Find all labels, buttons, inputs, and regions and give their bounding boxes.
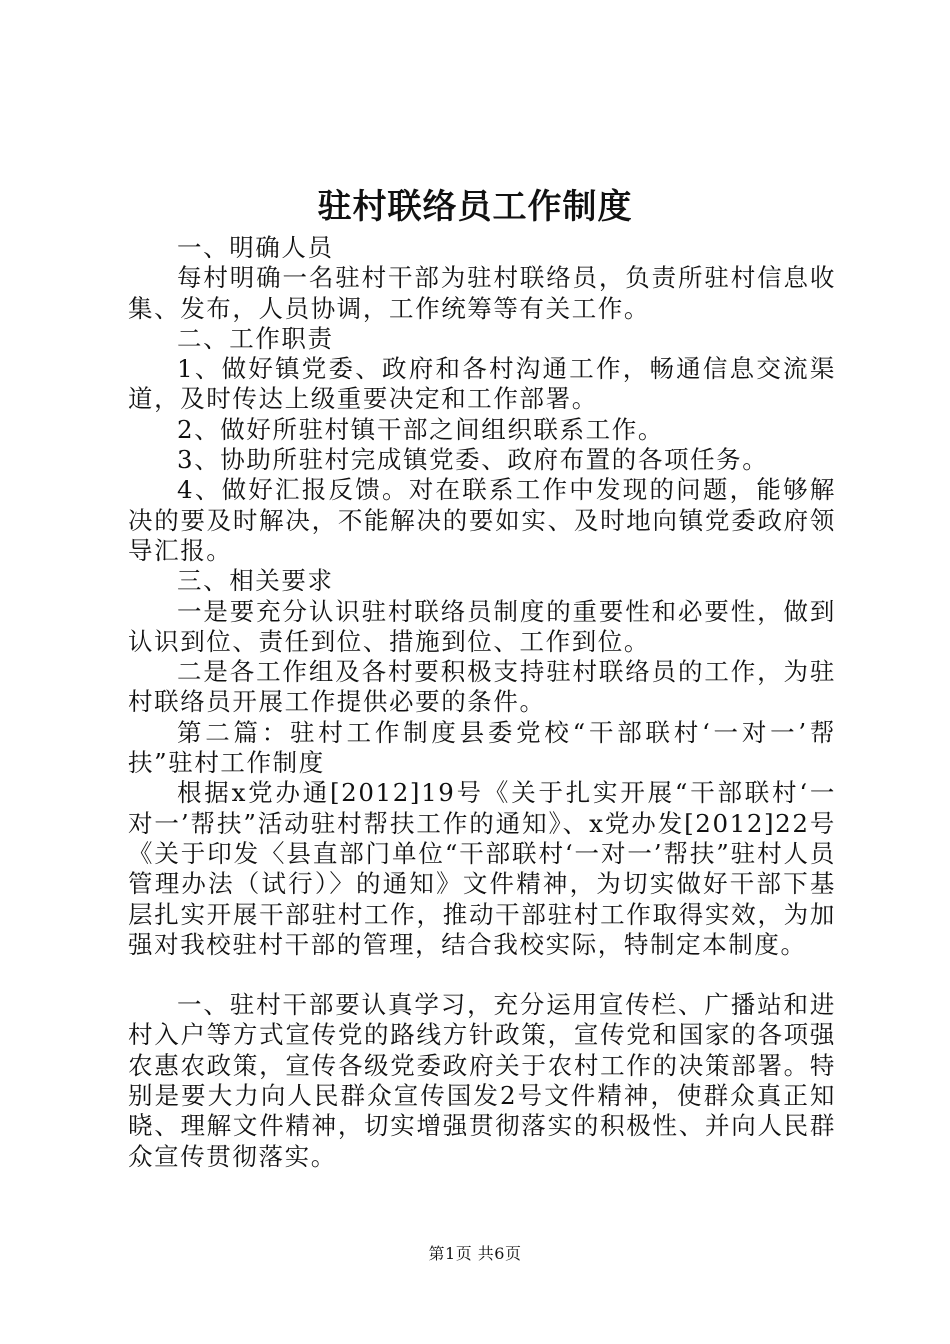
section-heading: 二、工作职责: [177, 323, 334, 353]
body-paragraph: 根据x党办通[2012]19号《关于扎实开展“干部联村‘一对一’帮扶”活动驻村帮扶工作的通知》、x党办发[2012]22号《关于印发〈县直部门单位“干部联村‘一对一’帮扶”驻村人员管理办法（试行）〉的通知》文件精神，为切实做好干部下基层扎实开展干部驻村工作，推动干部驻村工作取得实效，为加强对我校驻村干部的管理，结合我校实际，特制定本制度。: [128, 778, 836, 959]
body-paragraph: 3、协助所驻村完成镇党委、政府布置的各项任务。: [177, 445, 769, 475]
body-paragraph: 一是要充分认识驻村联络员制度的重要性和必要性，做到认识到位、责任到位、措施到位、工作到位。: [128, 596, 836, 656]
document-title: 驻村联络员工作制度: [317, 187, 633, 227]
document-body: [128, 233, 836, 1172]
body-paragraph: 二是各工作组及各村要积极支持驻村联络员的工作，为驻村联络员开展工作提供必要的条件。: [128, 657, 836, 717]
body-paragraph: 4、做好汇报反馈。对在联系工作中发现的问题，能够解决的要及时解决，不能解决的要如实、及时地向镇党委政府领导汇报。: [128, 475, 836, 565]
body-paragraph: 每村明确一名驻村干部为驻村联络员，负责所驻村信息收集、发布，人员协调，工作统筹等有关工作。: [128, 263, 836, 323]
section-heading: 一、明确人员: [177, 233, 334, 262]
page-number: 第1页 共6页: [428, 1244, 522, 1263]
body-paragraph: 2、做好所驻村镇干部之间组织联系工作。: [177, 414, 664, 444]
body-paragraph: 一、驻村干部要认真学习，充分运用宣传栏、广播站和进村入户等方式宣传党的路线方针政策，宣传党和国家的各项强农惠农政策，宣传各级党委政府关于农村工作的决策部署。特别是要大力向人民群众宣传国发2号文件精神，使群众真正知晓、理解文件精神，切实增强贯彻落实的积极性、并向人民群众宣传贯彻落实。: [128, 990, 836, 1171]
section-heading: 三、相关要求: [177, 566, 334, 596]
subtitle-paragraph: 第二篇：驻村工作制度县委党校“干部联村‘一对一’帮扶”驻村工作制度: [128, 717, 836, 778]
body-paragraph: 1、做好镇党委、政府和各村沟通工作，畅通信息交流渠道，及时传达上级重要决定和工作部署。: [128, 354, 836, 414]
